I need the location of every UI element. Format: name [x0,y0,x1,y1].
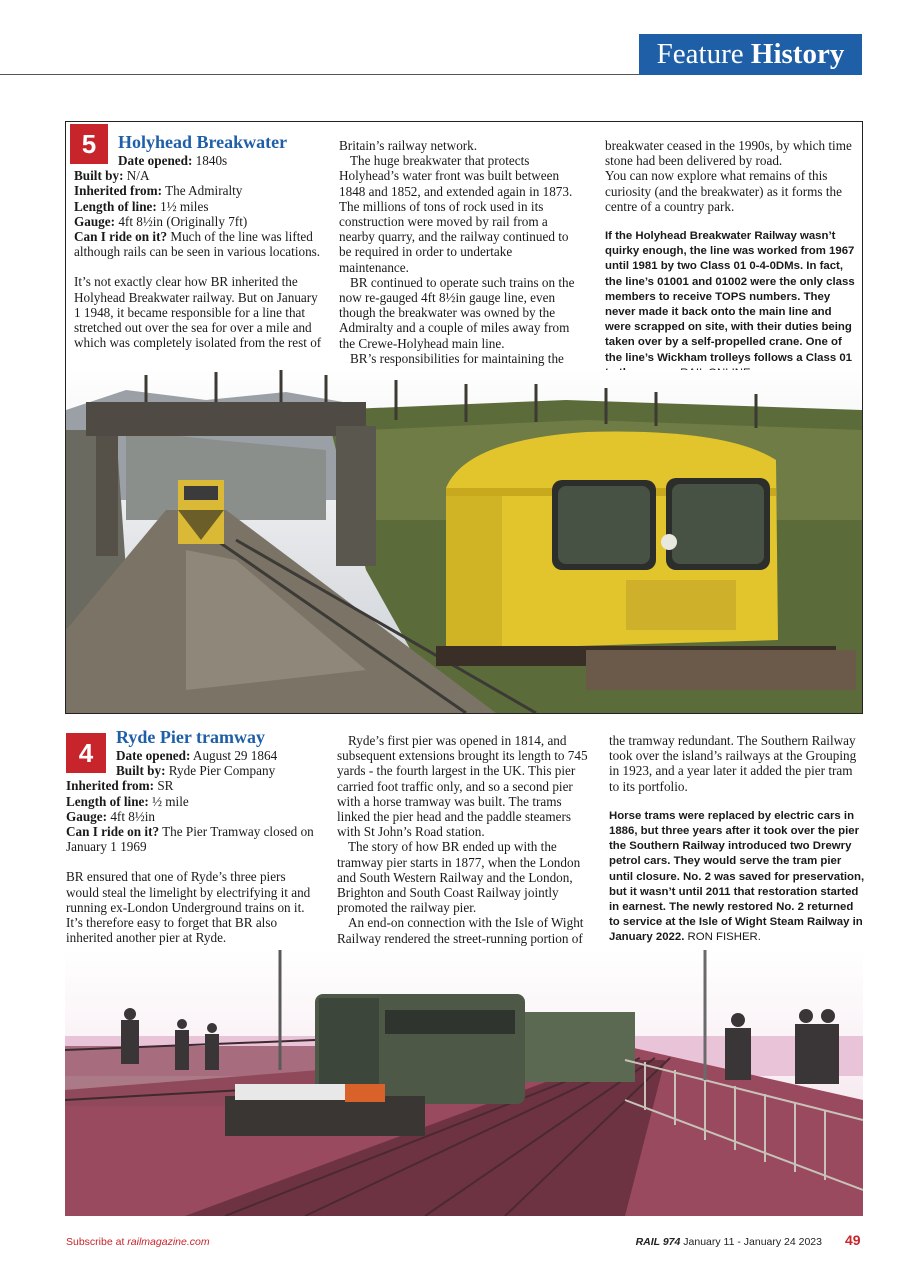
section-4-col3 [609,733,865,946]
paragraph: Ryde’s first pier was opened in 1814, and subsequent extensions brought its length to 745 yards - the fourth largest in the UK. This pier carried foot traffic only, and so a second pier with a horse tramway was built. The trams linked the pier head and the paddle steamers with St John’s Road station. [337,733,588,840]
section-topic: History [750,38,845,70]
section-5-number: 5 [70,124,108,164]
section-5-caption: If the Holyhead Breakwater Railway wasn’t quirky enough, the line was worked from 1967 until 1981 by two Class 01 0-4-0DMs. In fact, the line’s 01001 and 01002 were the only class members to receive TOPS numbers. They never made it back onto the main line and were scrapped on site, with their duties being taken over by a self-propelled crane. One of the line’s Wickham trolleys follows a Class 01 [605,229,855,381]
section-5-col2 [339,138,583,366]
fact-inherited-from: Inherited from: The Admiralty [74,183,243,199]
paragraph: BR’s responsibilities for maintaining the [350,350,564,366]
holyhead-photo [66,370,862,713]
ryde-pier-photo [65,950,863,1216]
section-5-col3 [605,138,855,381]
photo-credit: RON FISHER. [687,931,761,944]
subscribe-link[interactable]: railmagazine.com [127,1236,210,1248]
magazine-issue: RAIL 974 [635,1236,681,1248]
fact-length: Length of line: 1½ miles [74,198,209,214]
fact-length: Length of line: ½ mile [66,793,189,809]
fact-ride: Can I ride on it? The Pier Tramway closed on January 1 1969 [66,824,314,855]
section-4-col1-text: BR ensured that one of Ryde’s three piers would steal the limelight by electrifying it and running ex-London Underground trains on it. It’s therefore easy to forget that BR also inherited another pier at Ryde. [66,869,311,946]
paragraph: the tramway redundant. The Southern Railway took over the island’s railways at the Grouping in 1923, and a year later it added the pier tram to its portfolio. [609,733,857,794]
fact-gauge: Gauge: 4ft 8½in [66,808,156,824]
section-4-number: 4 [66,733,106,773]
section-4-facts [66,748,320,945]
fact-date-opened: Date opened: August 29 1864 [116,748,278,763]
issue-dates: January 11 - January 24 2023 [680,1236,822,1248]
paragraph: BR continued to operate such trains on the now re-gauged 4ft 8½in gauge line, even though the breakwater was owned by the Admiralty and a couple of miles away from the Crewe-Holyhead main line. [339,274,575,351]
section-5-title: Holyhead Breakwater [118,132,288,152]
section-5-col1-text: It’s not exactly clear how BR inherited the Holyhead Breakwater railway. But on January 1 1948, it became responsible for a line that stretched out over the sea for over a mile and which was completely isolated from the rest of [74,274,322,351]
ryde-pier-photo-illustration [65,950,863,1216]
section-5-facts [74,153,324,350]
section-4-col2 [337,733,591,946]
section-label: Feature [656,38,744,70]
fact-ride: Can I ride on it? Much of the line was lifted although rails can be seen in various locations. [74,229,321,260]
fact-inherited-from: Inherited from: SR [66,778,174,794]
paragraph: An end-on connection with the Isle of Wight Railway rendered the street-running portion of [337,915,584,946]
page-number: 49 [845,1232,861,1248]
subscribe-text: Subscribe at railmagazine.com [66,1236,210,1248]
section-badge [639,34,862,75]
issue-info [560,1236,822,1248]
paragraph: You can now explore what remains of this curiosity (and the breakwater) as it forms the centre of a country park. [605,168,842,214]
section-4-title: Ryde Pier tramway [116,727,265,747]
fact-date-opened: Date opened: 1840s [118,153,228,168]
holyhead-photo-illustration [66,370,862,713]
paragraph: The huge breakwater that protects Holyhead’s water front was built between 1848 and 1852, and extended again in 1873. The millions of tons of rock used in its construction were moved by rail from a nearby quarry, and the railway continued to be required in order to undertake maintenance. [339,153,573,275]
section-4-caption: Horse trams were replaced by electric cars in 1886, but three years after it took over the pier the Southern Railway introduced two Drewry petrol cars. They would serve the tram pier until closure. No. 2 was saved for preservation, but it wasn’t until 2011 that restoration started in earnest. The newly restored No. 2 returned to service at the Isle of Wight Steam Railway in January 2022. RON FISHER. [609,809,865,944]
paragraph: Britain’s railway network. [339,138,478,153]
fact-built-by: Built by: Ryde Pier Company [116,763,276,779]
paragraph: The story of how BR ended up with the tramway pier starts in 1877, when the London and South Western Railway and the London, Brighton and South Coast Railway jointly promoted the railway pier. [337,839,581,916]
paragraph: breakwater ceased in the 1990s, by which time stone had been delivered by road. [605,138,852,169]
fact-built-by: Built by: N/A [74,168,150,184]
fact-gauge: Gauge: 4ft 8½in (Originally 7ft) [74,213,248,229]
